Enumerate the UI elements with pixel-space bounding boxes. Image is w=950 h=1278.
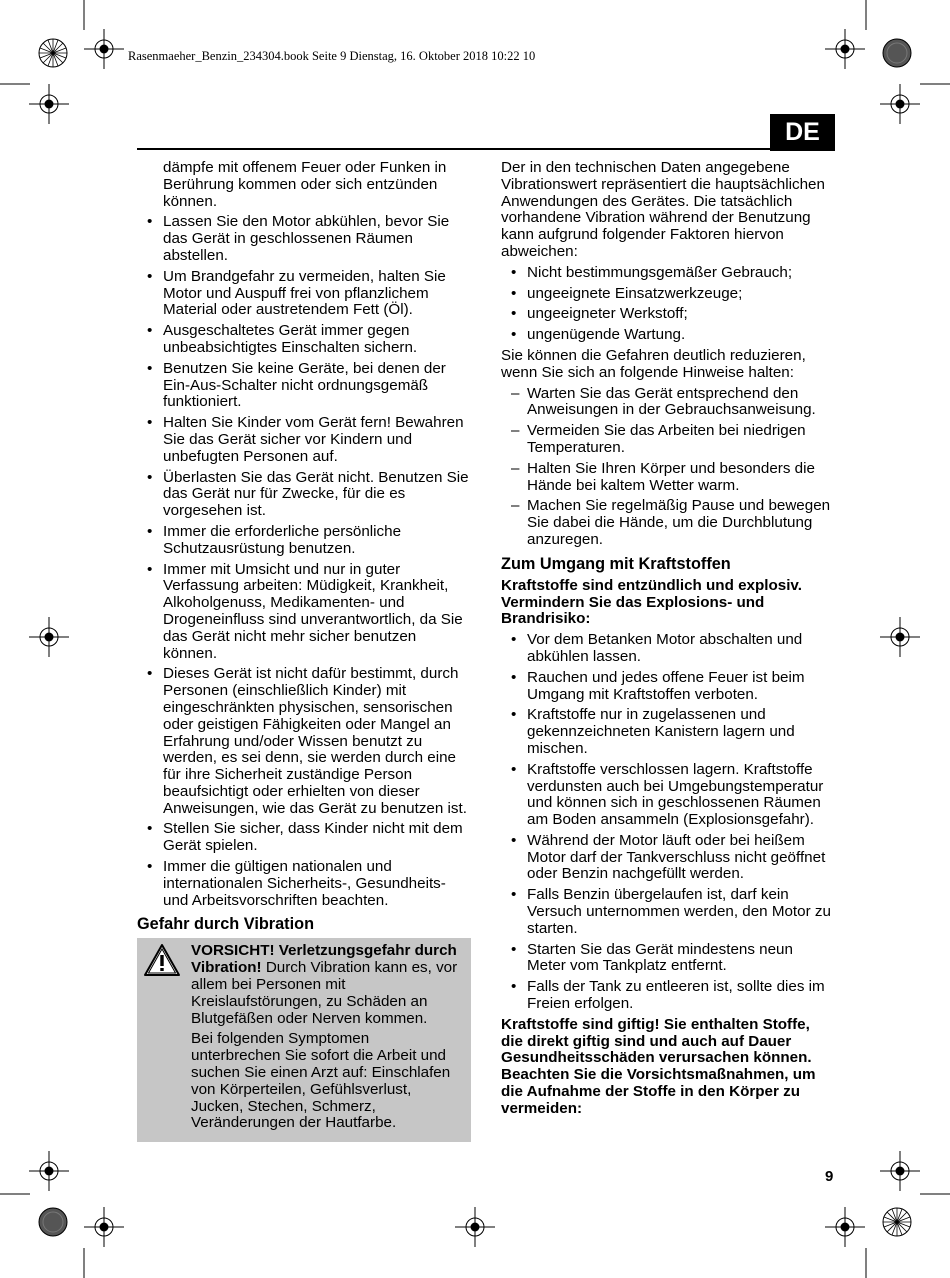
continuation-text: dämpfe mit offenem Feuer oder Funken in Berührung kommen oder sich entzünden können. (163, 159, 447, 210)
warning-text: Durch Vibration kann es, vor allem bei Personen mit Kreislaufstörungen, zu Schäden an Blutgefäßen oder Nerven kommen. (191, 959, 458, 1027)
list-item: • Rauchen und jedes offene Feuer ist beim Umgang mit Kraftstoffen verboten. (501, 670, 835, 704)
vibration-heading: Gefahr durch Vibration (137, 915, 315, 934)
list-item: • Falls Benzin übergelaufen ist, darf kein Versuch unternommen werden, den Motor zu starten. (501, 887, 835, 937)
list-item: • Kraftstoffe nur in zugelassenen und gekennzeichneten Kanistern lagern und mischen. (501, 707, 835, 757)
list-item: • ungeeigneter Werkstoff; (501, 306, 835, 323)
list-item: • Dieses Gerät ist nicht dafür bestimmt, durch Personen (einschließlich Kinder) mit eingeschränkten physischen, sensorischen oder geistigen Fähigkeiten oder Mangel an Erfahrung und/oder Wissen benutzt zu werden, es sei denn, sie werden durch eine für ihre Sicherheit zuständige Person beaufsichtigt oder erhielten von dieser Anweisungen, wie das Gerät zu benutzen ist. (137, 666, 471, 817)
list-item: • Nicht bestimmungsgemäßer Gebrauch; (501, 265, 835, 282)
vibration-intro: Der in den technischen Daten angegebene Vibrationswert repräsentiert die hauptsächlichen Anwendungen des Gerätes. Die tatsächlich vorhandene Vibration während der Benutzung kann aufgrund folgender Faktoren hiervon abweichen: (501, 159, 825, 260)
warning-title: VORSICHT! Verletzungsgefahr durch Vibration! (191, 942, 457, 977)
print-job-header: Rasenmaeher_Benzin_234304.book Seite 9 Dienstag, 16. Oktober 2018 10:22 10 (128, 49, 536, 63)
right-column (501, 160, 835, 1122)
list-item: – Halten Sie Ihren Körper und besonders die Hände bei kaltem Wetter warm. (501, 461, 835, 495)
warning-symptoms: Bei folgenden Symptomen unterbrechen Sie sofort die Arbeit und suchen Sie einen Arzt auf: Einschlafen von Körperteilen, Gefühlsverlust, Jucken, Stechen, Schmerz, Veränderungen der Hautfarbe. (191, 1030, 451, 1132)
list-item: • Immer mit Umsicht und nur in guter Verfassung arbeiten: Müdigkeit, Krankheit, Alkoholgenuss, Medikamenten- und Drogeneinfluss sind unverantwortlich, da Sie das Gerät nicht mehr sicher benutzen können. (137, 562, 471, 663)
list-item: • ungeeignete Einsatzwerkzeuge; (501, 286, 835, 303)
list-item: • Während der Motor läuft oder bei heißem Motor darf der Tankverschluss nicht geöffnet oder Benzin nachgefüllt werden. (501, 833, 835, 883)
warning-paragraph (191, 943, 461, 1027)
factor-list (501, 265, 835, 344)
list-item: • Falls der Tank zu entleeren ist, sollte dies im Freien erfolgen. (501, 979, 835, 1013)
list-item: • Lassen Sie den Motor abkühlen, bevor Sie das Gerät in geschlossenen Räumen abstellen. (137, 214, 471, 264)
list-item: • Um Brandgefahr zu vermeiden, halten Sie Motor und Auspuff frei von pflanzlichem Material oder austretendem Fett (Öl). (137, 269, 471, 319)
left-column (137, 160, 471, 1142)
page-number: 9 (825, 1168, 834, 1185)
warning-triangle-icon (143, 943, 181, 977)
list-item: • Überlasten Sie das Gerät nicht. Benutzen Sie das Gerät nur für Zwecke, für die es vorgesehen ist. (137, 470, 471, 520)
list-item: – Vermeiden Sie das Arbeiten bei niedrigen Temperaturen. (501, 423, 835, 457)
header-rule (137, 148, 770, 150)
reduce-intro: Sie können die Gefahren deutlich reduzieren, wenn Sie sich an folgende Hinweise halten: (501, 346, 806, 381)
list-item: – Machen Sie regelmäßig Pause und bewegen Sie dabei die Hände, um die Durchblutung anzuregen. (501, 498, 835, 548)
list-item: • ungenügende Wartung. (501, 327, 835, 344)
list-item: • Kraftstoffe verschlossen lagern. Kraftstoffe verdunsten auch bei Umgebungstemperatur und können sich in geschlossenen Räumen am Boden ansammeln (Explosionsgefahr). (501, 762, 835, 829)
list-item: • Vor dem Betanken Motor abschalten und abkühlen lassen. (501, 632, 835, 666)
list-item: – Warten Sie das Gerät entsprechend den Anweisungen in der Gebrauchsanweisung. (501, 386, 835, 420)
toxic-warning: Kraftstoffe sind giftig! Sie enthalten Stoffe, die direkt giftig sind und auch auf Dauer Gesundheitsschäden verursachen können. Beachten Sie die Vorsichtsmaßnahmen, um die Aufnahme der Stoffe in den Körper zu vermeiden: (501, 1015, 816, 1117)
fuel-heading: Zum Umgang mit Kraftstoffen (501, 554, 731, 573)
list-item: • Benutzen Sie keine Geräte, bei denen der Ein-Aus-Schalter nicht ordnungsgemäß funktioniert. (137, 361, 471, 411)
list-item: • Halten Sie Kinder vom Gerät fern! Bewahren Sie das Gerät sicher vor Kindern und unbefugten Personen auf. (137, 415, 471, 465)
language-tab: DE (770, 114, 835, 151)
list-item: • Ausgeschaltetes Gerät immer gegen unbeabsichtigtes Einschalten sichern. (137, 323, 471, 357)
fuel-warning: Kraftstoffe sind entzündlich und explosiv. Vermindern Sie das Explosions- und Brandrisiko: (501, 576, 802, 628)
list-item: • Immer die gültigen nationalen und internationalen Sicherheits-, Gesundheits- und Arbeitsvorschriften beachten. (137, 859, 471, 909)
list-item: • Stellen Sie sicher, dass Kinder nicht mit dem Gerät spielen. (137, 821, 471, 855)
vibration-warning-box (137, 938, 471, 1142)
list-item: • Starten Sie das Gerät mindestens neun Meter vom Tankplatz entfernt. (501, 942, 835, 976)
fuel-list (501, 632, 835, 1013)
list-item: • Immer die erforderliche persönliche Schutzausrüstung benutzen. (137, 524, 471, 558)
tips-list (501, 386, 835, 549)
safety-list (137, 214, 471, 909)
